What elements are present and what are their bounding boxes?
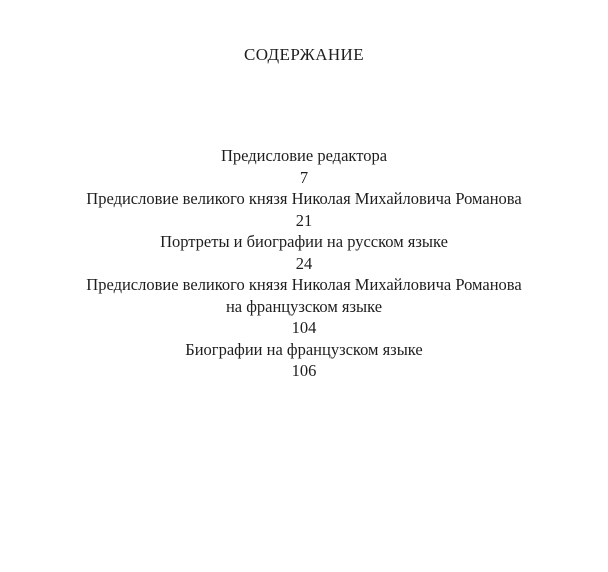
toc-entry-title: Предисловие редактора [220, 146, 388, 165]
toc-entry-french-biographies [0, 339, 608, 382]
toc-entry-editor-preface [0, 145, 608, 188]
toc-entry-russian-portraits-biographies [0, 231, 608, 274]
toc-entry-page-number: 24 [295, 253, 313, 273]
toc-entry-title: Предисловие великого князя Николая Михайловича Романова [86, 189, 522, 208]
toc-entry-page-number: 106 [291, 361, 317, 380]
toc-entry-page-number: 104 [291, 318, 317, 337]
toc-entry-grand-duke-preface-french [0, 274, 608, 339]
toc-entry-title-line-1: Предисловие великого князя Николая Михайловича Романова [86, 275, 522, 294]
toc-entry-title-line-2: на французском языке [225, 296, 383, 316]
page-title: СОДЕРЖАНИЕ [243, 45, 365, 64]
toc-entry-title: Биографии на французском языке [185, 339, 423, 359]
toc-entry-grand-duke-preface [0, 188, 608, 231]
toc-entry-page-number: 7 [299, 167, 309, 187]
toc-entry-title: Портреты и биографии на русском языке [160, 232, 448, 251]
table-of-contents [0, 145, 608, 382]
toc-entry-page-number: 21 [295, 210, 313, 230]
